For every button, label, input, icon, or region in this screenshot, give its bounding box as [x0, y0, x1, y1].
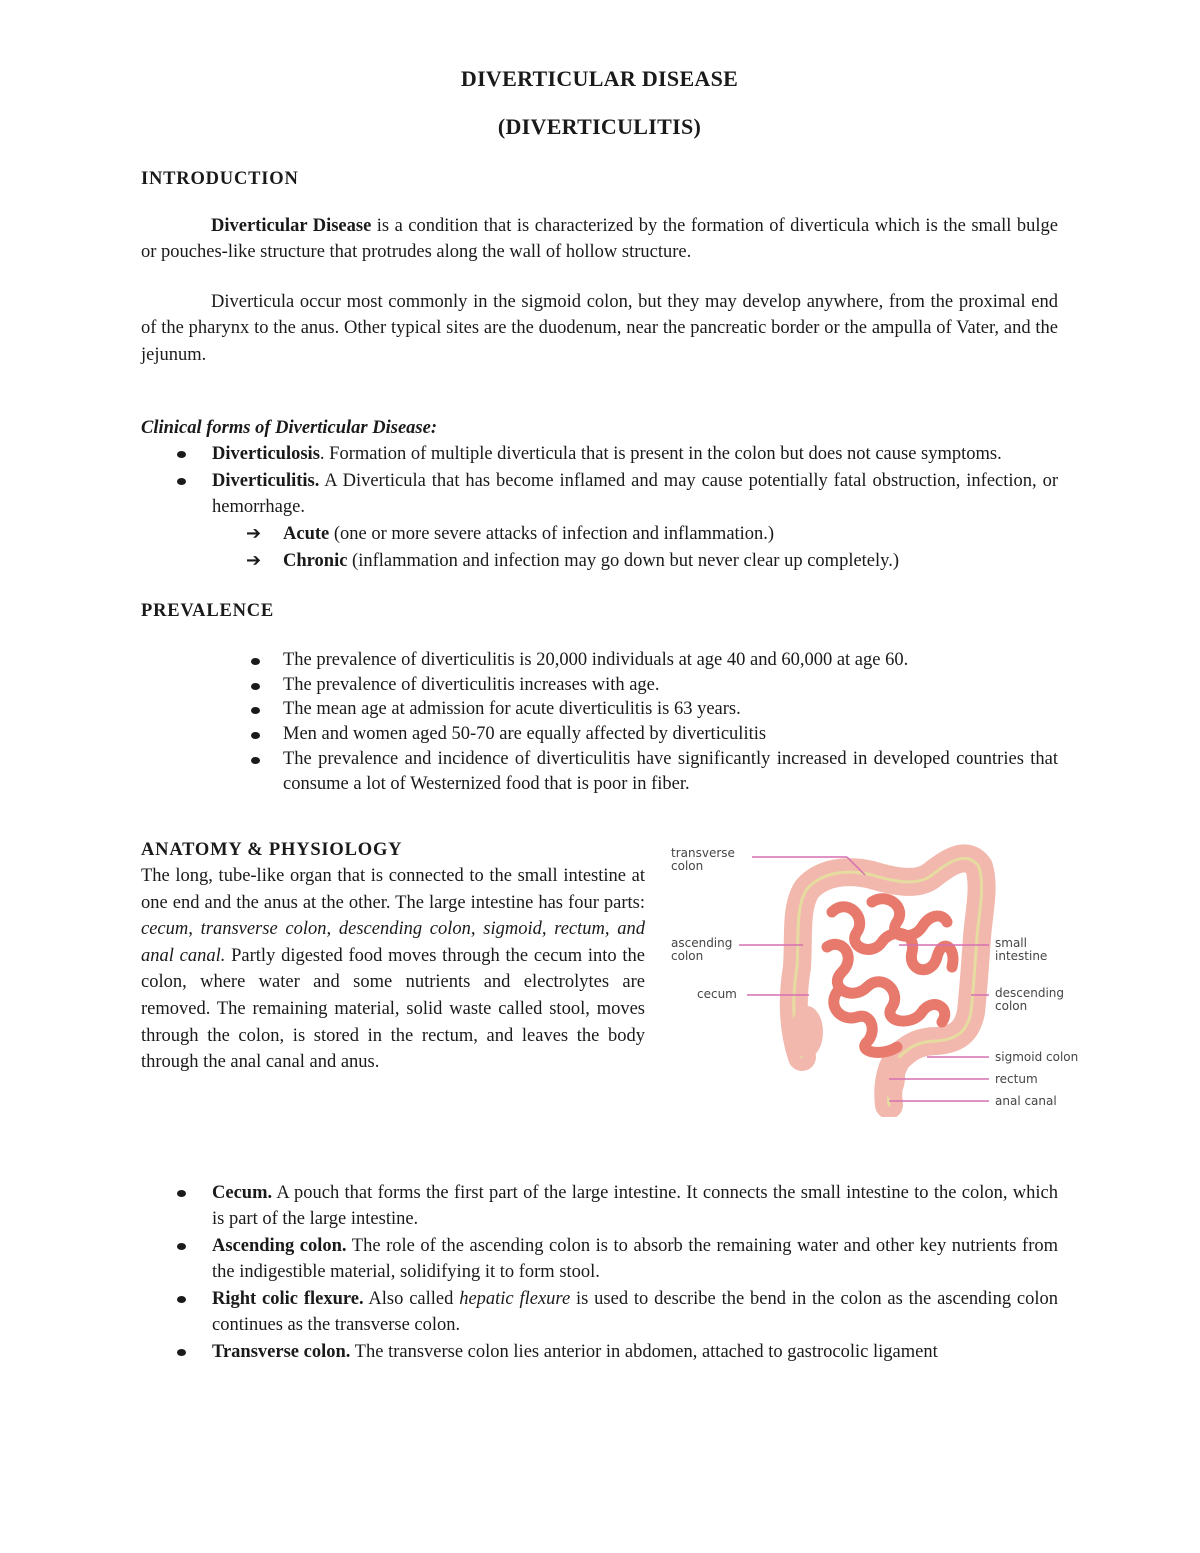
list-item	[141, 673, 1058, 698]
large-intestine-parts-list	[141, 1180, 1058, 1366]
list-item-text: . Formation of multiple diverticula that is present in the colon but does not cause symptoms.	[319, 444, 1002, 465]
list-item	[141, 1286, 1058, 1339]
anatomy-text	[141, 837, 645, 1076]
term-cecum: Cecum.	[212, 1182, 273, 1203]
list-item-text: is used to describe the bend in the colon as the ascending colon continues as the transverse colon.	[212, 1288, 1058, 1336]
list-item-text: The mean age at admission for acute diverticulitis is 63 years.	[283, 699, 741, 720]
bullet-icon	[251, 732, 260, 739]
bullet-icon	[177, 451, 186, 458]
clinical-forms-heading: Clinical forms of Diverticular Disease:	[141, 417, 437, 438]
list-item-text: (inflammation and infection may go down but never clear up completely.)	[347, 550, 899, 571]
bullet-icon	[251, 707, 260, 714]
large-intestine-diagram	[667, 827, 1097, 1117]
list-item	[141, 722, 1058, 747]
bullet-icon	[177, 1190, 186, 1197]
label-cecum: cecum	[697, 986, 737, 1001]
bullet-icon	[177, 478, 186, 485]
anatomy-paragraph	[141, 863, 645, 1076]
term-diverticulosis: Diverticulosis	[212, 444, 320, 465]
term-chronic: Chronic	[283, 550, 348, 571]
label-small-intestine: small	[995, 935, 1027, 950]
document-page	[141, 62, 1079, 1366]
arrow-right-icon: ➔	[246, 549, 262, 571]
bullet-icon	[177, 1349, 186, 1356]
label-descending-colon: descending	[995, 985, 1065, 1000]
label-small-intestine: intestine	[995, 948, 1048, 963]
anatomy-section	[141, 837, 1079, 1127]
term-acute: Acute	[283, 523, 330, 544]
document-title: DIVERTICULAR DISEASE	[460, 66, 739, 91]
term-right-colic-flexure: Right colic flexure.	[212, 1288, 364, 1309]
list-item-text: Also called	[363, 1288, 460, 1309]
list-item-text: The prevalence of diverticulitis increases with age.	[283, 674, 660, 695]
list-item-text: The role of the ascending colon is to absorb the remaining water and other key nutrients from the indigestible material, solidifying it to form stool.	[212, 1235, 1058, 1283]
bullet-icon	[251, 658, 260, 665]
bullet-icon	[251, 683, 260, 690]
list-item	[141, 1339, 1058, 1366]
document-subtitle: (DIVERTICULITIS)	[497, 114, 702, 139]
intro-paragraph-1-text: is a condition that is characterized by the formation of diverticula which is the small bulge or pouches-like structure that protrudes along the wall of hollow structure.	[141, 215, 1058, 263]
list-item	[141, 747, 1058, 797]
term-diverticular-disease: Diverticular Disease	[211, 215, 372, 236]
intro-paragraph-2: Diverticula occur most commonly in the sigmoid colon, but they may develop anywhere, from the proximal end of the pharynx to the anus. Other typical sites are the duodenum, near the pancreatic border or the ampulla of Vater, and the jejunum.	[141, 291, 1058, 365]
list-item-text: (one or more severe attacks of infection and inflammation.)	[329, 523, 775, 544]
label-transverse-colon: colon	[671, 858, 704, 873]
bullet-icon	[251, 757, 260, 764]
list-item-text: The transverse colon lies anterior in abdomen, attached to gastrocolic ligament	[350, 1342, 938, 1363]
clinical-forms-list	[141, 441, 1058, 521]
term-hepatic-flexure: hepatic flexure	[459, 1288, 571, 1309]
anatomy-heading: ANATOMY & PHYSIOLOGY	[141, 839, 403, 860]
list-item-text: A pouch that forms the first part of the large intestine. It connects the small intestine to the colon, which is part of the large intestine.	[212, 1182, 1058, 1230]
label-descending-colon: colon	[995, 998, 1028, 1013]
list-item-text: A Diverticula that has become inflamed and may cause potentially fatal obstruction, infection, or hemorrhage.	[212, 470, 1058, 518]
intro-paragraph-1	[141, 213, 1058, 266]
list-item	[141, 1180, 1058, 1233]
bullet-icon	[177, 1243, 186, 1250]
list-item	[141, 441, 1058, 468]
list-item-text: The prevalence and incidence of diverticulitis have significantly increased in developed countries that consume a lot of Westernized food that is poor in fiber.	[283, 748, 1058, 794]
label-anal-canal: anal canal	[995, 1093, 1057, 1108]
list-item	[141, 468, 1058, 521]
label-ascending-colon: colon	[671, 948, 704, 963]
prevalence-heading: PREVALENCE	[141, 601, 275, 622]
list-item	[141, 697, 1058, 722]
anatomy-paragraph-text: Partly digested food moves through the cecum into the colon, where water and some nutrients and electrolytes are removed. The remaining material, solid waste called stool, moves through the colon, is stored in the rectum, and leaves the body through the anal canal and anus.	[141, 945, 645, 1073]
label-rectum: rectum	[995, 1071, 1038, 1086]
diverticulitis-types-list	[141, 521, 1058, 574]
label-sigmoid-colon: sigmoid colon	[995, 1049, 1079, 1064]
list-item-text: Men and women aged 50-70 are equally affected by diverticulitis	[283, 724, 767, 745]
label-transverse-colon: transverse	[671, 845, 735, 860]
large-intestine-illustration	[667, 827, 1097, 1117]
bullet-icon	[177, 1296, 186, 1303]
term-ascending-colon: Ascending colon.	[212, 1235, 347, 1256]
label-lines	[739, 857, 989, 1101]
list-item	[141, 1233, 1058, 1286]
list-item	[141, 548, 1058, 575]
list-item-text: The prevalence of diverticulitis is 20,000 individuals at age 40 and 60,000 at age 60.	[283, 649, 909, 670]
label-ascending-colon: ascending	[671, 935, 733, 950]
term-transverse-colon: Transverse colon.	[212, 1342, 351, 1363]
prevalence-list	[141, 648, 1058, 797]
list-item	[141, 648, 1058, 673]
introduction-heading: INTRODUCTION	[141, 169, 299, 189]
term-diverticulitis: Diverticulitis.	[212, 470, 320, 491]
anatomy-paragraph-text: The long, tube-like organ that is connected to the small intestine at one end and the anus at the other. The large intestine has four parts:	[141, 866, 645, 913]
list-item	[141, 521, 1058, 548]
arrow-right-icon: ➔	[246, 522, 262, 544]
anatomy-parts-list-text: cecum, transverse colon, descending colon, sigmoid, rectum, and anal canal.	[141, 919, 645, 966]
